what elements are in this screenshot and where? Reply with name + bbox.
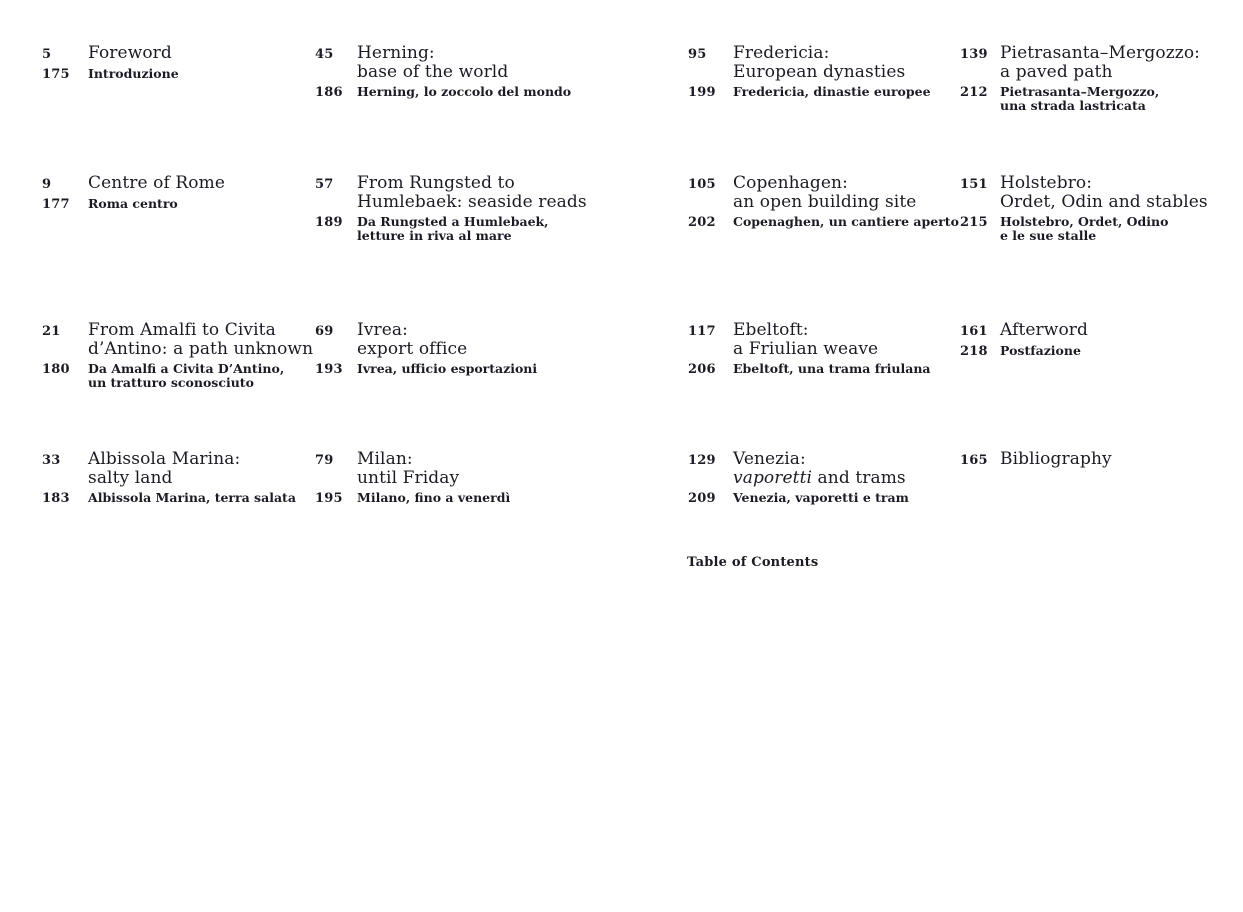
title-line: Da Rungsted a Humlebaek,: [357, 214, 549, 229]
title-line: Postfazione: [1000, 342, 1081, 358]
toc-entry-en: [42, 174, 225, 193]
page-number-it: 183: [42, 491, 70, 506]
toc-entry-it: [42, 362, 313, 390]
title-line: Herning:: [357, 43, 435, 63]
page-number-it: 199: [688, 85, 716, 100]
title-line: Copenaghen, un cantiere aperto: [733, 214, 959, 229]
entry-title-it: [357, 85, 571, 99]
entry-title-en: [88, 321, 313, 358]
title-line: Ebeltoft:: [733, 320, 809, 340]
toc-entry-it: [960, 344, 1088, 359]
page-number-en: 165: [960, 453, 988, 468]
toc-entry-en: [42, 321, 313, 358]
title-line: a Friulian weave: [733, 338, 879, 359]
entry-title-it: [1000, 344, 1081, 358]
page-number-en: 139: [960, 47, 988, 62]
title-line: Venezia, vaporetti e tram: [733, 490, 909, 505]
toc-entry-en: [688, 450, 909, 487]
page-number-en: 33: [42, 453, 61, 468]
toc-entry-en: [42, 44, 179, 63]
entry-title-it: [88, 197, 178, 211]
toc-entry: [688, 321, 931, 377]
toc-entry-en: [960, 321, 1088, 340]
toc-entry: [42, 321, 313, 390]
title-line: base of the world: [357, 61, 509, 82]
title-line: Holstebro:: [1000, 173, 1093, 193]
toc-entry: [960, 44, 1200, 113]
toc-entry-it: [42, 67, 179, 82]
title-line: an open building site: [733, 191, 917, 212]
entry-title-it: [733, 362, 931, 376]
toc-entry-it: [688, 491, 909, 506]
entry-title-it: [88, 67, 179, 81]
toc-entry-it: [315, 215, 587, 243]
title-line: letture in riva al mare: [357, 228, 512, 243]
toc-entry-en: [960, 174, 1208, 211]
toc-entry: [315, 450, 510, 506]
toc-entry-en: [688, 321, 931, 358]
title-line: Ivrea, ufficio esportazioni: [357, 361, 538, 376]
entry-title-en: [733, 174, 916, 211]
title-line: export office: [357, 338, 468, 359]
title-line: Roma centro: [88, 195, 178, 211]
toc-entry-en: [315, 44, 571, 81]
page-number-en: 79: [315, 453, 334, 468]
page-number-en: 57: [315, 177, 334, 192]
page-number-en: 105: [688, 177, 716, 192]
entry-title-it: [88, 491, 296, 505]
page-number-en: 151: [960, 177, 988, 192]
entry-title-it: [1000, 85, 1159, 113]
title-line: e le sue stalle: [1000, 228, 1097, 243]
entry-title-it: [88, 362, 284, 390]
title-line: From Rungsted to: [357, 173, 515, 193]
toc-entry: [960, 450, 1112, 469]
entry-title-it: [357, 491, 510, 505]
toc-entry-en: [688, 44, 931, 81]
toc-entry-it: [42, 491, 296, 506]
entry-title-en: [357, 44, 508, 81]
entry-title-it: [357, 362, 537, 376]
title-line: salty land: [88, 467, 173, 488]
title-line: un tratturo sconosciuto: [88, 375, 254, 390]
title-line: Ivrea:: [357, 320, 408, 340]
entry-title-en: [88, 450, 240, 487]
page-number-it: 177: [42, 196, 70, 212]
title-line: European dynasties: [733, 61, 906, 82]
toc-entry: [315, 44, 571, 100]
toc-entry-it: [688, 362, 931, 377]
title-line: Afterword: [1000, 320, 1088, 340]
toc-entry: [688, 450, 909, 506]
page-number-en: 161: [960, 324, 988, 339]
entry-title-en: [1000, 450, 1112, 469]
title-line: Da Amalfi a Civita D’Antino,: [88, 361, 285, 376]
page-number-it: 193: [315, 362, 343, 377]
toc-entry-en: [315, 321, 537, 358]
title-line: a paved path: [1000, 61, 1113, 82]
page-number-it: 186: [315, 85, 343, 100]
title-line: Fredericia, dinastie europee: [733, 84, 931, 99]
title-line: Bibliography: [1000, 449, 1112, 469]
entry-title-en: [357, 450, 459, 487]
toc-entry-it: [315, 362, 537, 377]
page-number-it: 218: [960, 343, 988, 359]
page-number-en: 5: [42, 47, 52, 62]
entry-title-it: [733, 491, 909, 505]
title-line: Pietrasanta–Mergozzo:: [1000, 43, 1200, 63]
entry-title-en: [357, 174, 587, 211]
title-line: Centre of Rome: [88, 173, 225, 193]
toc-entry-en: [688, 174, 959, 211]
title-line: d’Antino: a path unknown: [88, 338, 314, 359]
page-number-it: 209: [688, 491, 716, 506]
title-line: Pietrasanta–Mergozzo,: [1000, 84, 1160, 99]
title-line: Albissola Marina:: [88, 449, 241, 469]
entry-title-en: [733, 44, 905, 81]
toc-entry: [315, 321, 537, 377]
title-line: Venezia:: [733, 449, 806, 469]
toc-entry-it: [688, 85, 931, 100]
page-number-it: 195: [315, 491, 343, 506]
toc-entry-it: [315, 491, 510, 506]
toc-entry-it: [960, 85, 1200, 113]
entry-title-it: [357, 215, 549, 243]
title-line: until Friday: [357, 467, 460, 488]
toc-entry-it: [42, 197, 225, 212]
toc-entry: [42, 44, 179, 82]
toc-entry: [960, 321, 1088, 359]
toc-entry-en: [960, 450, 1112, 469]
entry-title-en: [357, 321, 467, 358]
toc-entry: [688, 174, 959, 230]
title-line: Foreword: [88, 43, 172, 63]
toc-entry-en: [960, 44, 1200, 81]
title-line: Humlebaek: seaside reads: [357, 191, 587, 212]
page-number-it: 202: [688, 215, 716, 230]
page-number-it: 175: [42, 66, 70, 82]
toc-entry: [960, 174, 1208, 243]
page-number-it: 180: [42, 362, 70, 377]
toc-entry-en: [315, 174, 587, 211]
entry-title-it: [733, 85, 931, 99]
entry-title-it: [733, 215, 959, 229]
entry-title-en: [88, 174, 225, 193]
toc-entry: [42, 174, 225, 212]
title-line: Herning, lo zoccolo del mondo: [357, 84, 572, 99]
title-line: Ordet, Odin and stables: [1000, 191, 1208, 212]
page-number-en: 21: [42, 324, 61, 339]
title-line: From Amalfi to Civita: [88, 320, 276, 340]
title-line: Introduzione: [88, 65, 179, 81]
page-number-en: 9: [42, 177, 52, 192]
page-number-en: 45: [315, 47, 334, 62]
page-number-en: 69: [315, 324, 334, 339]
page-number-en: 129: [688, 453, 716, 468]
toc-entry-it: [688, 215, 959, 230]
toc-entry: [688, 44, 931, 100]
entry-title-en: [1000, 321, 1088, 340]
title-line: Ebeltoft, una trama friulana: [733, 361, 931, 376]
page-number-it: 206: [688, 362, 716, 377]
page-number-it: 212: [960, 85, 988, 100]
toc-entry-it: [315, 85, 571, 100]
title-line: Albissola Marina, terra salata: [88, 490, 296, 505]
toc-entry-en: [42, 450, 296, 487]
entry-title-en: [1000, 174, 1208, 211]
entry-title-en: [1000, 44, 1200, 81]
title-line: Holstebro, Ordet, Odino: [1000, 214, 1169, 229]
page-number-it: 189: [315, 215, 343, 230]
toc-entry: [315, 174, 587, 243]
title-line: Copenhagen:: [733, 173, 848, 193]
page-number-en: 117: [688, 324, 716, 339]
title-line: una strada lastricata: [1000, 98, 1146, 113]
entry-title-en: [733, 450, 906, 487]
title-line: Fredericia:: [733, 43, 830, 63]
entry-title-en: [733, 321, 878, 358]
title-line: Milano, fino a venerdì: [357, 490, 511, 505]
toc-entry: [42, 450, 296, 506]
toc-caption: Table of Contents: [687, 555, 819, 570]
entry-title-en: [88, 44, 172, 63]
entry-title-it: [1000, 215, 1168, 243]
page-number-en: 95: [688, 47, 707, 62]
toc-entry-it: [960, 215, 1208, 243]
title-line: vaporetti and trams: [733, 467, 906, 488]
toc-entry-en: [315, 450, 510, 487]
page-number-it: 215: [960, 215, 988, 230]
title-line: Milan:: [357, 449, 413, 469]
